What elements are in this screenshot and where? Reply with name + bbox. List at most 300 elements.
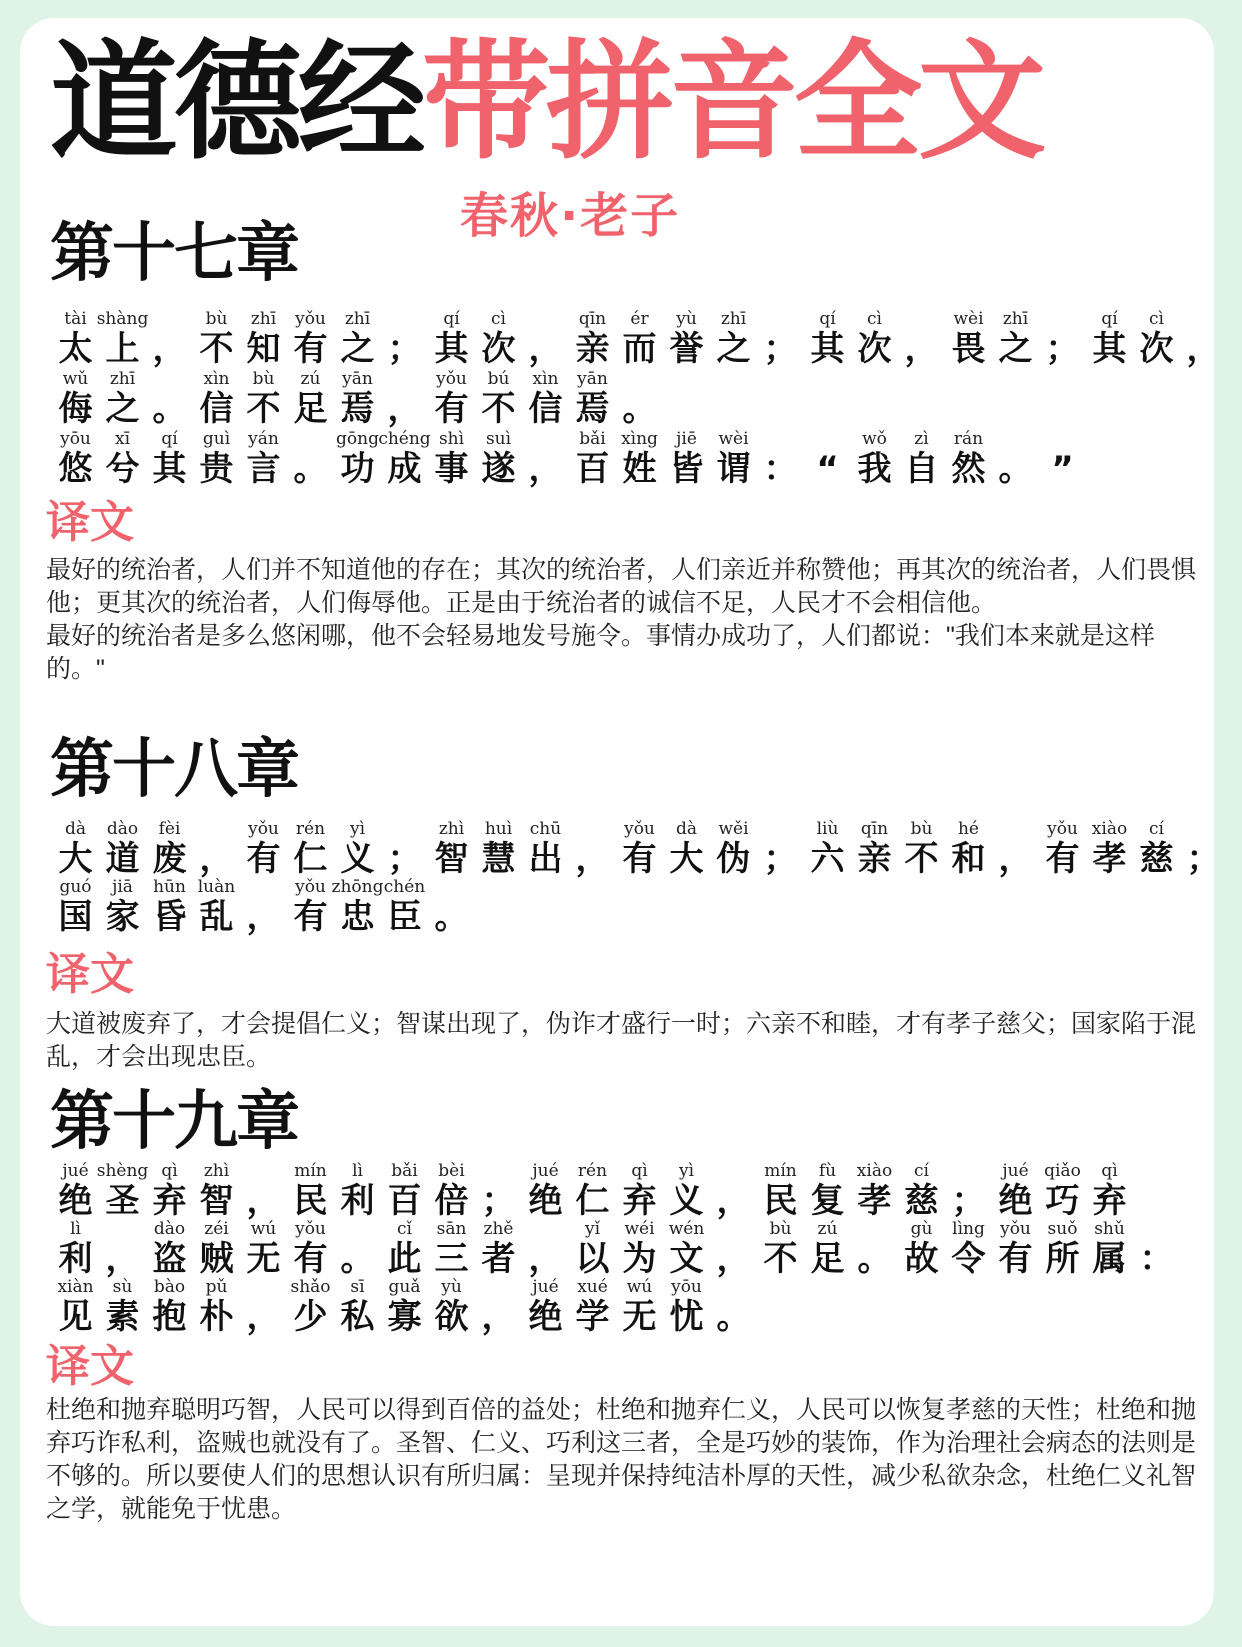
ruby-cell: [992, 818, 1039, 878]
hanzi-text: 和: [951, 839, 986, 879]
hanzi-text: 不: [904, 839, 939, 879]
pinyin-text: yǒu: [624, 819, 655, 839]
ruby-cell: [1133, 818, 1180, 878]
content-card: [20, 18, 1221, 1626]
pinyin-text: cì: [1149, 309, 1164, 329]
hanzi-text: 素: [105, 1297, 140, 1337]
ruby-cell: [52, 308, 99, 368]
pinyin-text: cǐ: [397, 1219, 412, 1239]
hanzi-text: 足: [810, 1239, 845, 1279]
ruby-cell: [1180, 308, 1227, 368]
title-main: 道德经: [50, 28, 423, 177]
ruby-cell: [287, 1160, 334, 1220]
hanzi-text: 智: [434, 839, 469, 879]
pinyin-text: zhī: [109, 369, 136, 389]
hanzi-text: ，: [246, 1181, 281, 1221]
hanzi-text: ：: [1139, 1239, 1174, 1279]
ruby-cell: [146, 308, 193, 368]
hanzi-text: 民: [293, 1181, 328, 1221]
pinyin-text: zhōng: [331, 877, 384, 897]
pinyin-text: jiē: [676, 429, 697, 449]
ruby-cell: [193, 368, 240, 428]
hanzi-text: ，: [528, 1239, 563, 1279]
ruby-cell: [616, 1276, 663, 1336]
pinyin-text: wèi: [953, 309, 984, 329]
ruby-cell: [663, 818, 710, 878]
pinyin-text: lìng: [952, 1219, 985, 1239]
hanzi-text: 其: [810, 329, 845, 369]
ruby-cell: [475, 818, 522, 878]
pinyin-text: zéi: [204, 1219, 229, 1239]
pinyin-text: zú: [300, 369, 321, 389]
hanzi-text: ，: [528, 329, 563, 369]
hanzi-text: 义: [340, 839, 375, 879]
pinyin-text: jué: [532, 1161, 559, 1181]
hanzi-text: 。: [152, 389, 187, 429]
hanzi-text: 慧: [481, 839, 516, 879]
chapter-18-line-2: [52, 876, 475, 936]
ruby-cell: [663, 1276, 710, 1336]
chapter-18-translation-label: 译文: [46, 949, 134, 1000]
pinyin-text: yǐ: [584, 1219, 601, 1239]
hanzi-text: 利: [58, 1239, 93, 1279]
ruby-cell: [851, 308, 898, 368]
ruby-cell: [193, 876, 240, 936]
pinyin-text: shì: [438, 429, 465, 449]
hanzi-text: 然: [951, 449, 986, 489]
ruby-cell: [992, 1218, 1039, 1278]
pinyin-text: qì: [1101, 1161, 1118, 1181]
hanzi-text: 道: [105, 839, 140, 879]
ruby-cell: [898, 1218, 945, 1278]
pinyin-text: hūn: [153, 877, 186, 897]
pinyin-text: jué: [1002, 1161, 1029, 1181]
ruby-cell: [898, 818, 945, 878]
hanzi-text: 侮: [58, 389, 93, 429]
ruby-cell: [945, 818, 992, 878]
hanzi-text: 悠: [58, 449, 93, 489]
pinyin-text: yǒu: [295, 877, 326, 897]
ruby-cell: [1086, 308, 1133, 368]
hanzi-text: 有: [246, 839, 281, 879]
ruby-cell: [757, 818, 804, 878]
hanzi-text: 之: [716, 329, 751, 369]
hanzi-text: 焉: [340, 389, 375, 429]
hanzi-text: 事: [434, 449, 469, 489]
ruby-cell: [334, 308, 381, 368]
hanzi-text: 。: [716, 1297, 751, 1337]
hanzi-text: 文: [669, 1239, 704, 1279]
pinyin-text: xiào: [1091, 819, 1128, 839]
hanzi-text: 大: [58, 839, 93, 879]
ruby-cell: [378, 428, 431, 489]
pinyin-text: dào: [153, 1219, 186, 1239]
ruby-cell: [193, 428, 240, 488]
ruby-cell: [146, 1276, 193, 1336]
pinyin-text: fèi: [158, 819, 181, 839]
pinyin-text: xī: [114, 429, 131, 449]
pinyin-text: sù: [112, 1277, 133, 1297]
pinyin-text: bú: [487, 369, 510, 389]
pinyin-text: luàn: [197, 877, 236, 897]
hanzi-text: 我: [857, 449, 892, 489]
ruby-cell: [240, 1160, 287, 1220]
ruby-cell: [522, 1160, 569, 1220]
hanzi-text: ，: [199, 839, 234, 879]
ruby-cell: [569, 428, 616, 488]
ruby-cell: [945, 428, 992, 488]
hanzi-text: 不: [199, 329, 234, 369]
pinyin-text: qīn: [578, 309, 607, 329]
hanzi-text: 大: [669, 839, 704, 879]
ruby-cell: [193, 308, 240, 368]
hanzi-text: 三: [434, 1239, 469, 1279]
ruby-cell: [381, 876, 428, 936]
ruby-cell: [52, 1276, 99, 1336]
ruby-cell: [240, 876, 287, 936]
pinyin-text: zhī: [720, 309, 747, 329]
pinyin-text: qì: [631, 1161, 648, 1181]
ruby-cell: [804, 1160, 851, 1220]
hanzi-text: 此: [387, 1239, 422, 1279]
ruby-cell: [96, 1160, 149, 1221]
hanzi-text: ；: [1186, 839, 1221, 879]
ruby-cell: [331, 876, 384, 937]
ruby-cell: [616, 818, 663, 878]
ruby-cell: [804, 428, 851, 488]
pinyin-text: bù: [769, 1219, 792, 1239]
hanzi-text: ；: [481, 1181, 516, 1221]
hanzi-text: 有: [293, 897, 328, 937]
ruby-cell: [710, 818, 757, 878]
pinyin-text: gù: [910, 1219, 933, 1239]
hanzi-text: 百: [575, 449, 610, 489]
pinyin-text: yán: [248, 429, 279, 449]
hanzi-text: 信: [199, 389, 234, 429]
chapter-19-line-2: [52, 1218, 1180, 1278]
ruby-cell: [475, 1218, 522, 1278]
hanzi-text: 六: [810, 839, 845, 879]
chapter-18-heading: 第十八章: [50, 733, 298, 807]
hanzi-text: 以: [575, 1239, 610, 1279]
hanzi-text: 遂: [481, 449, 516, 489]
ruby-cell: [710, 1276, 757, 1336]
hanzi-text: 亲: [575, 329, 610, 369]
hanzi-text: 抱: [152, 1297, 187, 1337]
hanzi-text: 次: [1139, 329, 1174, 369]
pinyin-text: yōu: [671, 1277, 702, 1297]
hanzi-text: ：: [763, 449, 798, 489]
hanzi-text: 伪: [716, 839, 751, 879]
translation-paragraph: 最好的统治者是多么悠闲哪，他不会轻易地发号施令。事情办成功了，人们都说："我们本来就是这样的。": [46, 622, 1155, 683]
hanzi-text: ，: [152, 329, 187, 369]
hanzi-text: 誉: [669, 329, 704, 369]
hanzi-text: 弃: [622, 1181, 657, 1221]
hanzi-text: 智: [199, 1181, 234, 1221]
author-subtitle: 春秋·老子: [460, 188, 681, 244]
hanzi-text: 而: [622, 329, 657, 369]
pinyin-text: zhì: [203, 1161, 230, 1181]
ruby-cell: [381, 308, 428, 368]
ruby-cell: [146, 1218, 193, 1278]
pinyin-text: yǒu: [248, 819, 279, 839]
hanzi-text: 上: [105, 329, 140, 369]
hanzi-text: 学: [575, 1297, 610, 1337]
ruby-cell: [851, 1160, 898, 1220]
ruby-cell: [428, 1276, 475, 1336]
hanzi-text: ，: [481, 1297, 516, 1337]
pinyin-text: hé: [957, 819, 979, 839]
hanzi-text: 不: [763, 1239, 798, 1279]
ruby-cell: [569, 1276, 616, 1336]
hanzi-text: 姓: [622, 449, 657, 489]
ruby-cell: [99, 428, 146, 488]
pinyin-text: shàng: [96, 309, 149, 329]
hanzi-text: 弃: [1092, 1181, 1127, 1221]
pinyin-text: wén: [668, 1219, 705, 1239]
ruby-cell: [52, 818, 99, 878]
ruby-cell: [240, 308, 287, 368]
hanzi-text: 倍: [434, 1181, 469, 1221]
translation-paragraph: 杜绝和抛弃聪明巧智，人民可以得到百倍的益处；杜绝和抛弃仁义，人民可以恢复孝慈的天性；杜绝和抛弃巧诈私利，盗贼也就没有了。圣智、仁义、巧利这三者，全是巧妙的装饰，作为治理社会病态的法则是不够的。所以要使人们的思想认识有所归属：呈现并保持纯洁朴厚的天性，减少私欲杂念，杜绝仁义礼智之学，就能免于忧患。: [46, 1396, 1197, 1523]
hanzi-text: ，: [716, 1181, 751, 1221]
hanzi-text: 忠: [340, 897, 375, 937]
page-title: [50, 28, 1042, 178]
hanzi-text: 兮: [105, 449, 140, 489]
hanzi-text: ，: [387, 389, 422, 429]
ruby-cell: [522, 368, 569, 428]
hanzi-text: 谓: [716, 449, 751, 489]
hanzi-text: 焉: [575, 389, 610, 429]
pinyin-text: yì: [349, 819, 366, 839]
hanzi-text: 。: [998, 449, 1033, 489]
hanzi-text: 信: [528, 389, 563, 429]
pinyin-text: zhì: [438, 819, 465, 839]
pinyin-text: zhī: [1002, 309, 1029, 329]
pinyin-text: yì: [678, 1161, 695, 1181]
pinyin-text: guó: [59, 877, 92, 897]
ruby-cell: [663, 1218, 710, 1278]
pinyin-text: jué: [532, 1277, 559, 1297]
hanzi-text: 。: [293, 449, 328, 489]
ruby-cell: [1086, 818, 1133, 878]
pinyin-text: yǒu: [1000, 1219, 1031, 1239]
hanzi-text: 太: [58, 329, 93, 369]
ruby-cell: [475, 1276, 522, 1336]
hanzi-text: 其: [1092, 329, 1127, 369]
ruby-cell: [240, 1276, 287, 1336]
chapter-19-line-1: [52, 1160, 1133, 1220]
ruby-cell: [522, 1218, 569, 1278]
chapter-19-translation-label: 译文: [46, 1341, 134, 1392]
ruby-cell: [146, 876, 193, 936]
pinyin-text: yōu: [60, 429, 91, 449]
hanzi-text: 知: [246, 329, 281, 369]
pinyin-text: pǔ: [205, 1277, 228, 1297]
hanzi-text: 亲: [857, 839, 892, 879]
pinyin-text: dào: [106, 819, 139, 839]
chapter-19-line-3: [52, 1276, 757, 1336]
ruby-cell: [1039, 1218, 1086, 1278]
pinyin-text: cí: [914, 1161, 929, 1181]
ruby-cell: [146, 1160, 193, 1220]
pinyin-text: dà: [64, 819, 87, 839]
pinyin-text: qì: [161, 1161, 178, 1181]
hanzi-text: 之: [340, 329, 375, 369]
pinyin-text: bǎi: [579, 429, 606, 449]
pinyin-text: shǔ: [1094, 1219, 1125, 1239]
pinyin-text: bǎi: [391, 1161, 418, 1181]
pinyin-text: wǒ: [862, 429, 887, 449]
pinyin-text: shǎo: [290, 1277, 331, 1297]
pinyin-text: qí: [1101, 309, 1118, 329]
ruby-cell: [334, 368, 381, 428]
ruby-cell: [757, 1160, 804, 1220]
pinyin-text: qiǎo: [1044, 1161, 1081, 1181]
ruby-cell: [1039, 1160, 1086, 1220]
hanzi-text: ；: [763, 329, 798, 369]
hanzi-text: 废: [152, 839, 187, 879]
hanzi-text: 贵: [199, 449, 234, 489]
hanzi-text: 之: [998, 329, 1033, 369]
pinyin-text: yān: [342, 369, 373, 389]
pinyin-text: xìng: [621, 429, 658, 449]
ruby-cell: [569, 818, 616, 878]
pinyin-text: sī: [350, 1277, 365, 1297]
hanzi-text: ；: [951, 1181, 986, 1221]
chapter-17-line-3: [52, 428, 1086, 488]
ruby-cell: [475, 1160, 522, 1220]
ruby-cell: [193, 1160, 240, 1220]
ruby-cell: [616, 368, 663, 428]
ruby-cell: [381, 1276, 428, 1336]
ruby-cell: [428, 876, 475, 936]
pinyin-text: yǒu: [295, 1219, 326, 1239]
hanzi-text: 圣: [105, 1181, 140, 1221]
pinyin-text: jiā: [112, 877, 133, 897]
ruby-cell: [992, 308, 1039, 368]
pinyin-text: wèi: [718, 429, 749, 449]
ruby-cell: [287, 1218, 334, 1278]
pinyin-text: shèng: [96, 1161, 149, 1181]
ruby-cell: [710, 308, 757, 368]
ruby-cell: [52, 368, 99, 428]
pinyin-text: yān: [577, 369, 608, 389]
pinyin-text: mín: [764, 1161, 797, 1181]
hanzi-text: 私: [340, 1297, 375, 1337]
ruby-cell: [616, 428, 663, 488]
hanzi-text: 弃: [152, 1181, 187, 1221]
hanzi-text: 慈: [1139, 839, 1174, 879]
pinyin-text: tài: [64, 309, 87, 329]
ruby-cell: [616, 1218, 663, 1278]
pinyin-text: chéng: [378, 429, 431, 449]
hanzi-text: 慈: [904, 1181, 939, 1221]
ruby-cell: [146, 818, 193, 878]
hanzi-text: 自: [904, 449, 939, 489]
hanzi-text: 家: [105, 897, 140, 937]
pinyin-text: lì: [70, 1219, 81, 1239]
pinyin-text: bèi: [438, 1161, 465, 1181]
ruby-cell: [146, 368, 193, 428]
ruby-cell: [757, 428, 804, 488]
pinyin-text: zhī: [344, 309, 371, 329]
hanzi-text: 民: [763, 1181, 798, 1221]
translation-paragraph: 最好的统治者，人们并不知道他的存在；其次的统治者，人们亲近并称赞他；再其次的统治者，人们畏惧他；更其次的统治者，人们侮辱他。正是由于统治者的诚信不足，人民才不会相信他。: [46, 556, 1197, 617]
chapter-17-line-2: [52, 368, 663, 428]
pinyin-text: chū: [529, 819, 562, 839]
ruby-cell: [428, 428, 475, 488]
chapter-19-translation: [46, 1394, 1196, 1526]
ruby-cell: [757, 308, 804, 368]
ruby-cell: [616, 1160, 663, 1220]
pinyin-text: qí: [443, 309, 460, 329]
ruby-cell: [193, 1276, 240, 1336]
ruby-cell: [1086, 1160, 1133, 1220]
chapter-18-line-1: [52, 818, 1227, 878]
ruby-cell: [334, 1218, 381, 1278]
pinyin-text: yǒu: [1047, 819, 1078, 839]
ruby-cell: [334, 818, 381, 878]
ruby-cell: [428, 368, 475, 428]
ruby-cell: [804, 308, 851, 368]
ruby-cell: [851, 428, 898, 488]
hanzi-text: 朴: [199, 1297, 234, 1337]
hanzi-text: ，: [528, 449, 563, 489]
ruby-cell: [757, 1218, 804, 1278]
ruby-cell: [287, 818, 334, 878]
ruby-cell: [851, 818, 898, 878]
pinyin-text: zú: [817, 1219, 838, 1239]
hanzi-text: 有: [622, 839, 657, 879]
hanzi-text: 孝: [1092, 839, 1127, 879]
ruby-cell: [804, 818, 851, 878]
hanzi-text: 出: [528, 839, 563, 879]
ruby-cell: [898, 308, 945, 368]
hanzi-text: 贼: [199, 1239, 234, 1279]
ruby-cell: [428, 1160, 475, 1220]
pinyin-text: cì: [491, 309, 506, 329]
pinyin-text: lì: [352, 1161, 363, 1181]
ruby-cell: [52, 428, 99, 488]
hanzi-text: 盗: [152, 1239, 187, 1279]
ruby-cell: [52, 1218, 99, 1278]
ruby-cell: [287, 368, 334, 428]
ruby-cell: [945, 308, 992, 368]
pinyin-text: qí: [161, 429, 178, 449]
ruby-cell: [240, 368, 287, 428]
chapter-19-heading: 第十九章: [50, 1085, 298, 1159]
pinyin-text: wěi: [718, 819, 749, 839]
hanzi-text: 绝: [528, 1181, 563, 1221]
pinyin-text: suì: [485, 429, 512, 449]
hanzi-text: 少: [293, 1297, 328, 1337]
ruby-cell: [381, 1218, 428, 1278]
pinyin-text: yù: [441, 1277, 462, 1297]
ruby-cell: [663, 1160, 710, 1220]
pinyin-text: gōng: [336, 429, 379, 449]
ruby-cell: [99, 1218, 146, 1278]
pinyin-text: cì: [867, 309, 882, 329]
ruby-cell: [851, 1218, 898, 1278]
hanzi-text: 忧: [669, 1297, 704, 1337]
hanzi-text: ，: [1186, 329, 1221, 369]
pinyin-text: rén: [577, 1161, 608, 1181]
ruby-cell: [52, 876, 99, 936]
hanzi-text: 有: [293, 329, 328, 369]
hanzi-text: 次: [481, 329, 516, 369]
hanzi-text: 百: [387, 1181, 422, 1221]
